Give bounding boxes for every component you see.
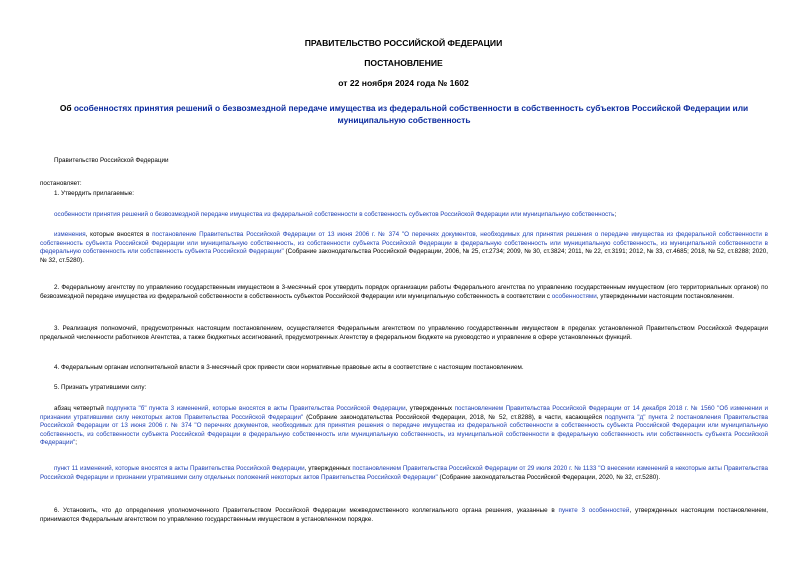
paragraph-1b xyxy=(40,231,768,265)
title-prefix: Об xyxy=(59,103,74,113)
government-name: ПРАВИТЕЛЬСТВО РОССИЙСКОЙ ФЕДЕРАЦИИ xyxy=(304,38,503,48)
intro-text: Правительство Российской Федерации xyxy=(54,157,169,164)
document-title xyxy=(40,102,768,126)
p2-text-2: , утвержденными настоящим постановлением. xyxy=(596,292,734,300)
p2-text-1: 2. Федеральному агентству по управлению государственным имуществом в 3-месячный срок утвердить порядок организации работы Федерального агентства по управлению государственным имуществом (его территориальных органов) по безвозмездной передаче имущества из федеральной собственности в собственность субъектов Российской Федерации или муниципальную собственность в соответствии с xyxy=(40,284,768,300)
doc-type: ПОСТАНОВЛЕНИЕ xyxy=(364,58,443,68)
paragraph-5: 5. Признать утратившими силу: xyxy=(54,384,147,391)
paragraph-1: 1. Утвердить прилагаемые: xyxy=(54,190,134,197)
p5a-text-4: ; xyxy=(75,439,77,447)
p1a-link[interactable]: особенности принятия решений о безвозмездной передаче имущества из федеральной собственности в собственность субъектов Российской Федерации или муниципальную собственность xyxy=(54,211,615,218)
p5b-text-1: , утвержденных xyxy=(304,465,353,472)
p6-link[interactable]: пункте 3 особенностей xyxy=(558,507,630,514)
paragraph-5a xyxy=(40,405,768,448)
p1b-text-1: , которые вносятся в xyxy=(85,231,153,238)
p6-text-1: 6. Установить, что до определения уполномоченного Правительством Российской Федерации межведомственного коллегиального органа решения, указанные в xyxy=(54,507,559,514)
p5a-text-1: абзац четвертый xyxy=(54,405,107,412)
p1a-end: ; xyxy=(614,211,617,218)
decree-word: постановляет: xyxy=(40,180,82,187)
p2-link[interactable]: особенностями xyxy=(551,292,597,300)
p6-text-2: , утвержденных настоящим постановлением, принимаются Федеральным агентством по управлению государственным имуществом в установленном порядке. xyxy=(40,507,768,523)
paragraph-3: 3. Реализация полномочий, предусмотренных настоящим постановлением, осуществляется Федеральным агентством по управлению государственным имуществом в пределах установленной Правительством Российской Федерации предельной численности работников Агентства, а также бюджетных ассигнований, предусмотренных Агентству в федеральном бюджете на руководство и управление в сфере установленных функций. xyxy=(40,325,768,341)
p5a-link-1[interactable]: подпункта "б" пункта 3 изменений, которые вносятся в акты Правительства Российской Федерации xyxy=(106,405,406,412)
p5b-text-2: (Собрание законодательства Российской Федерации, 2020, № 32, ст.5280). xyxy=(437,473,661,481)
title-link[interactable]: особенностях принятия решений о безвозмездной передаче имущества из федеральной собственности в собственность субъектов Российской Федерации или муниципальную собственность xyxy=(73,103,749,125)
p5a-text-2: , утвержденных xyxy=(405,405,455,412)
p1b-text-2: (Собрание законодательства Российской Федерации, 2006, № 25, ст.2734; 2009, № 30, ст.3824; 2011, № 22, ст.3191; 2012, № 33, ст.4685; 2018, № 52, ст.8288; 2020, № 32, ст.5280). xyxy=(40,248,768,264)
p5a-text-3: (Собрание законодательства Российской Федерации, 2018, № 52, ст.8288), в части, касающейся xyxy=(303,413,605,421)
date-number: от 22 ноября 2024 года № 1602 xyxy=(338,78,469,88)
paragraph-6 xyxy=(40,507,768,524)
paragraph-4: 4. Федеральным органам исполнительной власти в 3-месячный срок привести свои нормативные правовые акты в соответствие с настоящим постановлением. xyxy=(54,364,524,371)
paragraph-1a xyxy=(40,211,768,220)
p5b-link-1[interactable]: пункт 11 изменений, которые вносятся в акты Правительства Российской Федерации xyxy=(54,465,305,472)
paragraph-2 xyxy=(40,284,768,301)
p1b-link-changes[interactable]: изменения xyxy=(54,231,86,238)
p5a-link-2[interactable]: постановлением Правительства Российской Федерации от 14 декабря 2018 г. № 1560 "Об изменении и признании утратившими силу некоторых актов Правительства Российской Федерации" xyxy=(40,405,768,421)
p5b-link-2[interactable]: постановлением Правительства Российской Федерации от 29 июля 2020 г. № 1133 "О внесении изменений в некоторые акты Правительства Российской Федерации и признании утратившими силу отдельных положений некоторых актов Правительства Российской Федерации" xyxy=(40,465,769,481)
p5a-link-3[interactable]: подпункта "д" пункта 2 постановления Правительства Российской Федерации от 13 июня 2006 г. № 374 "О перечнях документов, необходимых для принятия решения о передаче имущества из федеральной собственности в собственность субъекта Российской Федерации или муниципальную собственность, из собственности субъекта Российской Федерации в федеральную собственность или муниципальную собственность, из муниципальной собственности в федеральную собственность или собственность субъекта Российской Федерации" xyxy=(40,413,768,447)
paragraph-5b xyxy=(40,465,768,482)
p1b-link-decree[interactable]: постановление Правительства Российской Федерации от 13 июня 2006 г. № 374 "О перечнях документов, необходимых для принятия решения о передаче имущества из федеральной собственности в собственность субъекта Российской Федерации или муниципальную собственность, из собственности субъекта Российской Федерации в федеральную собственность или муниципальную собственность, из муниципальной собственности в федеральную собственность или собственность субъекта Российской Федерации" xyxy=(40,231,768,256)
